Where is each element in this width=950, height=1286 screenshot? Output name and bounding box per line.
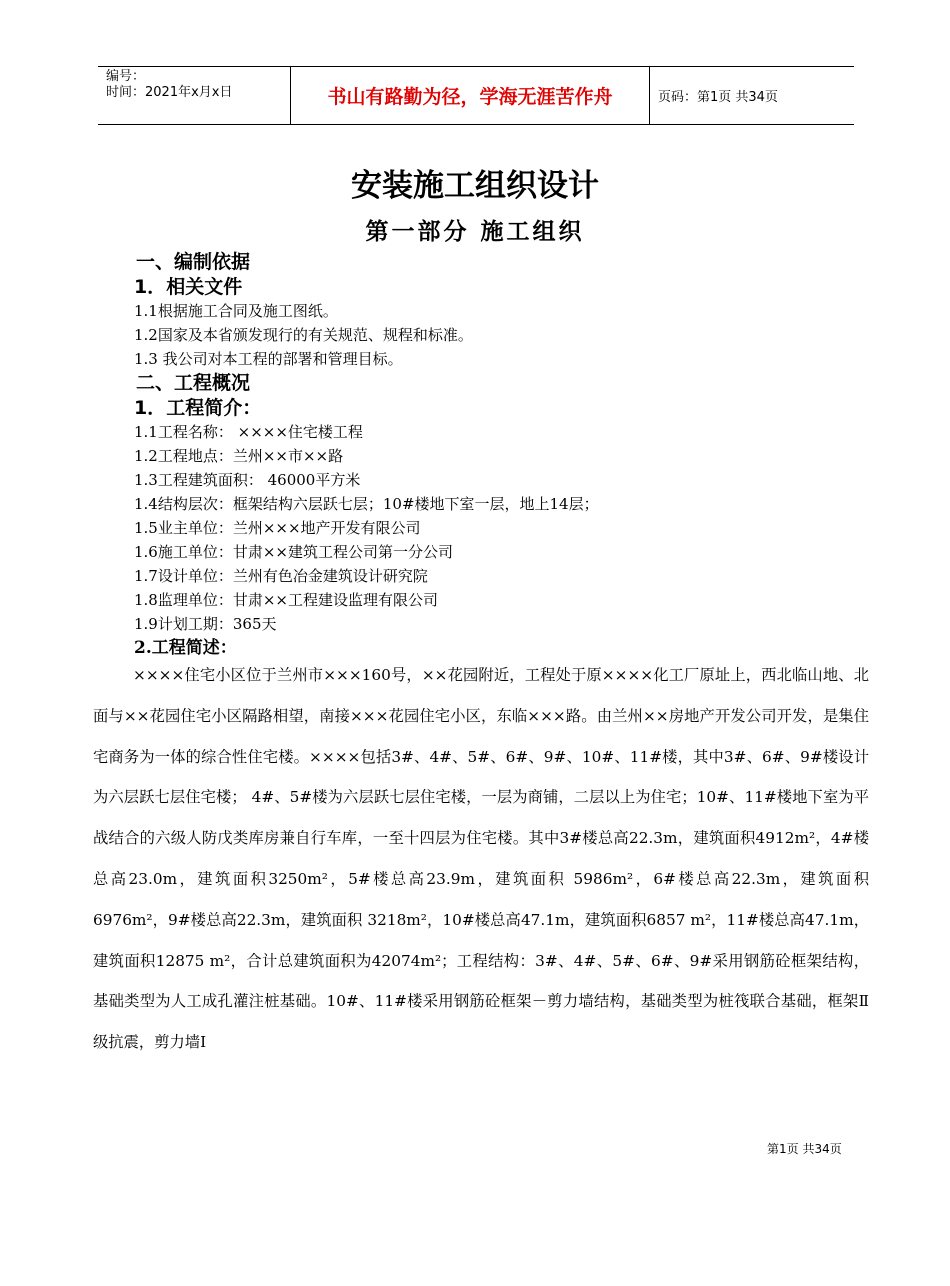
section1-item: 1.3 我公司对本工程的部署和管理目标。: [134, 350, 403, 368]
project-info-item: 1.8监理单位：甘肃××工程建设监理有限公司: [134, 591, 438, 609]
project-info-item: 1.4结构层次：框架结构六层跃七层；10#楼地下室一层，地上14层；: [134, 495, 599, 513]
section1-subheading: 1．相关文件: [134, 276, 243, 298]
section1-item: 1.2国家及本省颁发现行的有关规范、规程和标准。: [134, 326, 473, 344]
header-number: 编号：: [106, 69, 146, 84]
page-header: [98, 66, 854, 125]
overview-paragraph: [93, 655, 869, 1063]
project-info-item: 1.7设计单位：兰州有色冶金建筑设计研究院: [134, 567, 428, 585]
section1-item: 1.1根据施工合同及施工图纸。: [134, 302, 338, 320]
document-title: 安装施工组织设计: [351, 168, 599, 204]
header-meta: [106, 69, 288, 101]
project-info-item: 1.5业主单位：兰州×××地产开发有限公司: [134, 519, 421, 537]
project-info-item: 1.9计划工期：365天: [134, 615, 277, 633]
page-footer: 第1页 共34页: [767, 1142, 842, 1156]
section2-subheading: 1．工程简介：: [134, 397, 262, 419]
project-info-item: 1.1工程名称： ××××住宅楼工程: [134, 423, 363, 441]
project-info-item: 1.3工程建筑面积： 46000平方米: [134, 471, 361, 489]
section1-heading: 一、编制依据: [136, 251, 251, 273]
section2-heading: 二、工程概况: [136, 372, 251, 394]
header-page-info: 页码：第1页 共34页: [658, 90, 778, 105]
project-info-item: 1.2工程地点：兰州××市××路: [134, 447, 344, 465]
overview-text: ××××住宅小区位于兰州市×××160号，××花园附近，工程处于原××××化工厂原址上，西北临山地、北面与××花园住宅小区隔路相望，南接×××花园住宅小区，东临×××路。由兰州××房地产开发公司开发，是集住宅商务为一体的综合性住宅楼。××××包括3#、4#、5#、6#、9#、10#、11#楼，其中3#、6#、9#楼设计为六层跃七层住宅楼； 4#、5#楼为六层跃七层住宅楼，一层为商铺，二层以上为住宅；10#、11#楼地下室为平战结合的六级人防戊类库房兼自行车库，一至十四层为住宅楼。其中3#楼总高22.3m，建筑面积4912m²，4#楼总高23.0m，建筑面积3250m²，5#楼总高23.9m，建筑面积 5986m²，6#楼总高22.3m，建筑面积 6976m²，9#楼总高22.3m，建筑面积 3218m²，10#楼总高47.1m，建筑面积6857 m²，11#楼总高47.1m，建筑面积12875 m²，合计总建筑面积为42074m²；工程结构：3#、4#、5#、6#、9#采用钢筋砼框架结构，基础类型为人工成孔灌注桩基础。10#、11#楼采用钢筋砼框架－剪力墙结构，基础类型为桩筏联合基础，框架Ⅱ级抗震，剪力墙Ⅰ: [93, 666, 869, 1052]
project-info-item: 1.6施工单位：甘肃××建筑工程公司第一分公司: [134, 543, 453, 561]
document-subtitle: 第一部分 施工组织: [365, 218, 585, 245]
header-motto: 书山有路勤为径，学海无涯苦作舟: [290, 67, 650, 124]
document-body: [120, 250, 880, 660]
overview-heading: 2.工程简述：: [134, 638, 237, 658]
header-time: 时间：2021年x月x日: [106, 85, 233, 100]
